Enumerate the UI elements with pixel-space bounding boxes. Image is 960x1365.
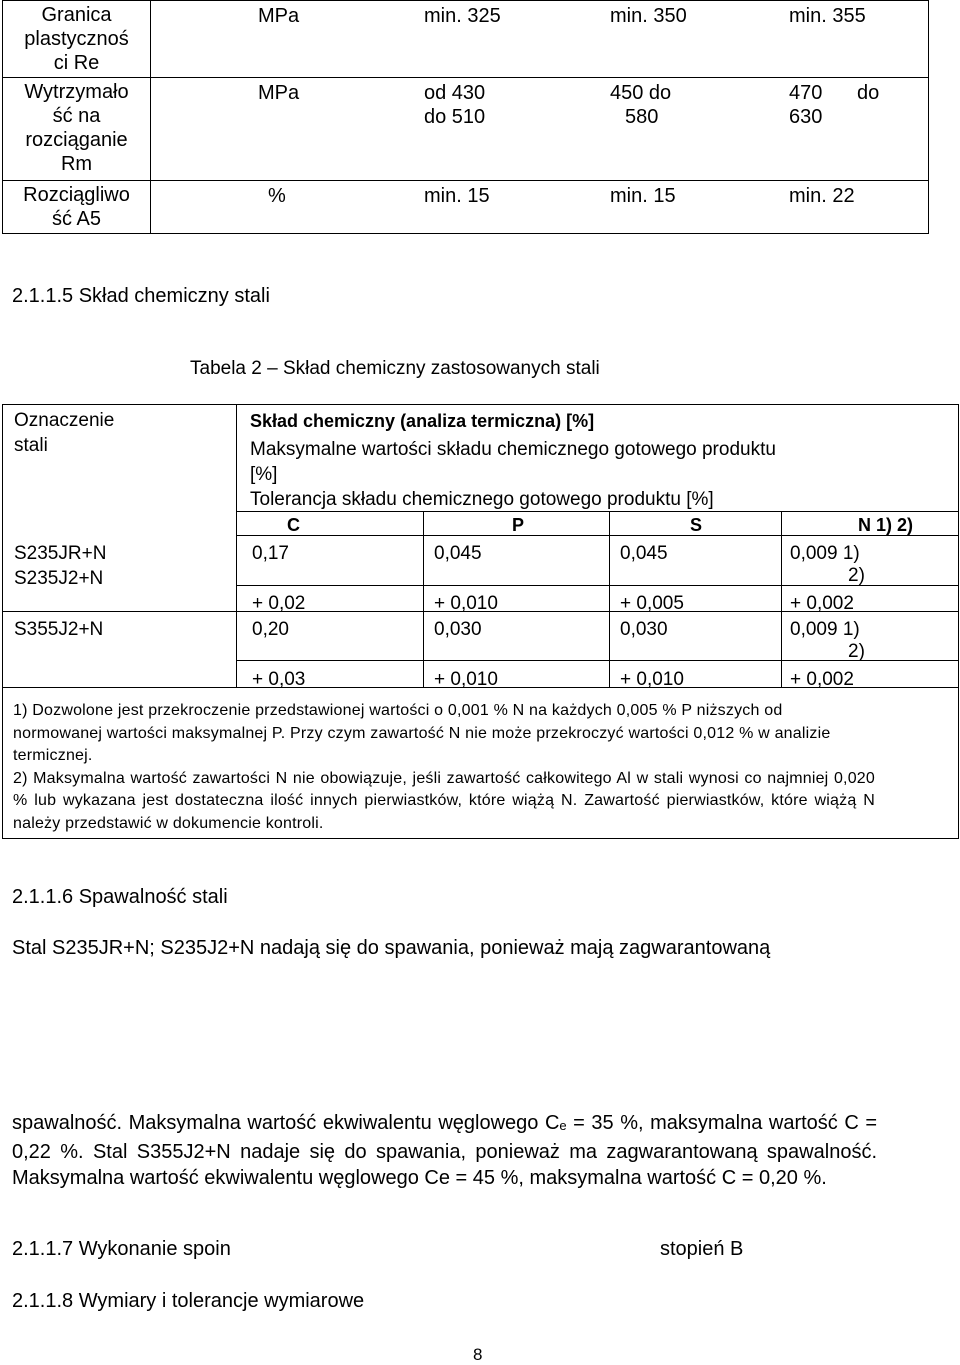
value: od 430 bbox=[424, 82, 486, 104]
table-row bbox=[3, 1, 929, 78]
table-row bbox=[3, 78, 929, 181]
property-name: Rozciągliwo ść A5 bbox=[3, 181, 151, 234]
max-value-note: 2) bbox=[848, 641, 865, 662]
tolerance-value: + 0,002 bbox=[790, 669, 854, 690]
value: 630 bbox=[789, 106, 823, 128]
tolerance-value: + 0,010 bbox=[620, 669, 684, 690]
column-header: Oznaczenie bbox=[14, 410, 115, 431]
tolerance-value: + 0,02 bbox=[252, 593, 306, 614]
value: min. 15 bbox=[424, 185, 490, 207]
max-value: 0,009 1) bbox=[790, 543, 860, 564]
mechanical-properties-table bbox=[2, 0, 929, 234]
value: 580 bbox=[625, 106, 659, 128]
table-caption: Tabela 2 – Skład chemiczny zastosowanych stali bbox=[190, 358, 600, 379]
max-value: 0,20 bbox=[252, 619, 289, 640]
value: min. 325 bbox=[424, 5, 501, 27]
tolerance-value: + 0,002 bbox=[790, 593, 854, 614]
value: do 510 bbox=[424, 106, 486, 128]
element-p: P bbox=[512, 515, 525, 535]
element-n: N 1) 2) bbox=[858, 515, 914, 535]
value: min. 22 bbox=[789, 185, 855, 207]
value: min. 15 bbox=[610, 185, 676, 207]
paragraph: Stal S235JR+N; S235J2+N nadają się do spawania, ponieważ mają zagwarantowaną bbox=[12, 937, 771, 959]
max-value: 0,17 bbox=[252, 543, 289, 564]
tolerance-value: + 0,005 bbox=[620, 593, 684, 614]
header-max-unit: [%] bbox=[250, 464, 278, 485]
chemical-composition-table bbox=[2, 404, 959, 839]
weld-quality-level: stopień B bbox=[660, 1238, 744, 1260]
unit: MPa bbox=[258, 82, 300, 104]
property-name: Wytrzymało ść na rozciąganie Rm bbox=[3, 78, 151, 181]
tolerance-value: + 0,03 bbox=[252, 669, 306, 690]
section-heading: 2.1.1.6 Spawalność stali bbox=[12, 886, 228, 908]
section-heading: 2.1.1.5 Skład chemiczny stali bbox=[12, 285, 270, 307]
element-c: C bbox=[287, 515, 300, 535]
header-title: Skład chemiczny (analiza termiczna) [%] bbox=[250, 411, 595, 431]
property-name: Granica plastycznoś ci Re bbox=[3, 1, 151, 78]
table-notes bbox=[13, 700, 875, 835]
tolerance-value: + 0,010 bbox=[434, 593, 498, 614]
max-value: 0,030 bbox=[434, 619, 482, 640]
section-heading: 2.1.1.7 Wykonanie spoin bbox=[12, 1238, 231, 1260]
steel-grade: S235JR+N bbox=[14, 543, 107, 564]
value: min. 350 bbox=[610, 5, 687, 27]
value: do bbox=[857, 82, 880, 104]
max-value: 0,045 bbox=[434, 543, 482, 564]
max-value: 0,009 1) bbox=[790, 619, 860, 640]
max-value: 0,045 bbox=[620, 543, 668, 564]
steel-grade: S235J2+N bbox=[14, 568, 104, 589]
note-2: 2) Maksymalna wartość zawartości N nie obowiązuje, jeśli zawartość całkowitego Al w stali wynosi co najmniej 0,020 % lub wykazana jest dostateczna ilość innych pierwiastków, które wiążą N. Zawartość pierwiastków, które wiążą N należy przedstawić w dokumencie kontroli. bbox=[13, 769, 875, 832]
max-value-note: 2) bbox=[848, 565, 865, 586]
unit: MPa bbox=[258, 5, 300, 27]
header-max: Maksymalne wartości składu chemicznego gotowego produktu bbox=[250, 439, 776, 460]
section-heading: 2.1.1.8 Wymiary i tolerancje wymiarowe bbox=[12, 1290, 365, 1312]
tolerance-value: + 0,010 bbox=[434, 669, 498, 690]
note-1: 1) Dozwolone jest przekroczenie przedstawionej wartości o 0,001 % N na każdych 0,005 % P niższych od normowanej wartości maksymalnej P. Przy czym zawartość N nie może przekroczyć wartości 0,012 % w analizie termicznej. bbox=[13, 702, 831, 764]
header-tolerance: Tolerancja składu chemicznego gotowego produktu [%] bbox=[250, 489, 714, 510]
page-number: 8 bbox=[473, 1345, 483, 1364]
steel-grade: S355J2+N bbox=[14, 619, 104, 640]
value: min. 355 bbox=[789, 5, 866, 27]
unit: % bbox=[268, 185, 286, 207]
value: 470 bbox=[789, 82, 823, 104]
element-s: S bbox=[690, 515, 703, 535]
column-header: stali bbox=[14, 435, 48, 456]
value: 450 do bbox=[610, 82, 672, 104]
max-value: 0,030 bbox=[620, 619, 668, 640]
paragraph: spawalność. Maksymalna wartość ekwiwalentu węglowego $C_e = 35$ %, maksymalna wartość C = 0,22 %. Stal S355J2+N nadaje się do spawania, ponieważ ma zagwarantowaną spawalność. Maksymalna wartość ekwiwalentu węglowego Ce = 45 %, maksymalna wartość C = 0,20 %. bbox=[12, 1112, 877, 1189]
table-row bbox=[3, 181, 929, 234]
